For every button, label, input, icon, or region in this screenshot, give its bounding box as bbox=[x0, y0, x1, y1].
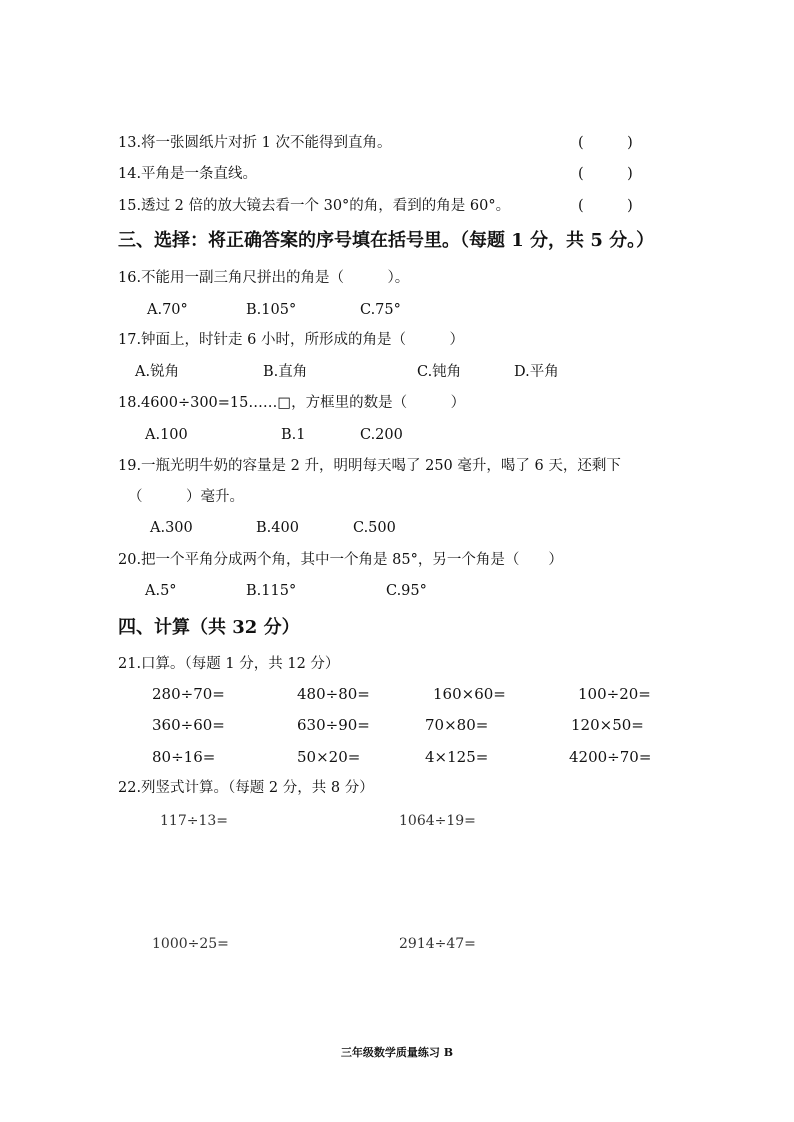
q18-option-c: C.200 bbox=[360, 427, 403, 443]
section-4-heading: 四、计算（共 32 分） bbox=[118, 617, 300, 638]
question-13: 13.将一张圆纸片对折 1 次不能得到直角。 bbox=[118, 135, 392, 151]
question-16: 16.不能用一副三角尺拼出的角是（ ）。 bbox=[118, 270, 410, 286]
q18-option-b: B.1 bbox=[281, 427, 306, 443]
q20-option-c: C.95° bbox=[386, 583, 427, 599]
q17-option-d: D.平角 bbox=[514, 364, 559, 380]
question-20: 20.把一个平角分成两个角，其中一个角是 85°，另一个角是（ ） bbox=[118, 552, 563, 568]
vertical-calc-item: 1064÷19= bbox=[399, 813, 476, 829]
oral-calc-item: 630÷90= bbox=[297, 716, 370, 734]
question-17: 17.钟面上，时针走 6 小时，所形成的角是（ ） bbox=[118, 332, 465, 348]
question-19-cont: （ ）毫升。 bbox=[128, 489, 244, 505]
section-3-heading: 三、选择：将正确答案的序号填在括号里。（每题 1 分，共 5 分。） bbox=[118, 230, 655, 251]
q20-option-b: B.115° bbox=[246, 583, 297, 599]
oral-calc-item: 100÷20= bbox=[578, 685, 651, 703]
page-footer: 三年级数学质量练习 B bbox=[340, 1046, 454, 1059]
q19-option-a: A.300 bbox=[150, 520, 193, 536]
q18-option-a: A.100 bbox=[145, 427, 188, 443]
q19-option-c: C.500 bbox=[353, 520, 396, 536]
oral-calc-item: 160×60= bbox=[433, 685, 506, 703]
question-22-title: 22.列竖式计算。（每题 2 分，共 8 分） bbox=[118, 780, 374, 796]
oral-calc-item: 4200÷70= bbox=[569, 748, 652, 766]
q20-option-a: A.5° bbox=[145, 583, 177, 599]
q17-option-c: C.钝角 bbox=[417, 364, 462, 380]
q16-option-b: B.105° bbox=[246, 302, 297, 318]
oral-calc-item: 120×50= bbox=[571, 716, 644, 734]
vertical-calc-item: 1000÷25= bbox=[152, 936, 229, 952]
q17-option-a: A.锐角 bbox=[135, 364, 180, 380]
answer-paren-13: ( ) bbox=[578, 135, 633, 151]
answer-paren-15: ( ) bbox=[578, 198, 633, 214]
vertical-calc-item: 2914÷47= bbox=[399, 936, 476, 952]
oral-calc-item: 480÷80= bbox=[297, 685, 370, 703]
q19-option-b: B.400 bbox=[256, 520, 299, 536]
question-18: 18.4600÷300=15……□，方框里的数是（ ） bbox=[118, 395, 466, 411]
oral-calc-item: 4×125= bbox=[425, 748, 489, 766]
oral-calc-item: 80÷16= bbox=[152, 748, 216, 766]
question-15: 15.透过 2 倍的放大镜去看一个 30°的角，看到的角是 60°。 bbox=[118, 198, 511, 214]
oral-calc-item: 70×80= bbox=[425, 716, 489, 734]
oral-calc-item: 50×20= bbox=[297, 748, 361, 766]
oral-calc-item: 360÷60= bbox=[152, 716, 225, 734]
answer-paren-14: ( ) bbox=[578, 166, 633, 182]
vertical-calc-item: 117÷13= bbox=[160, 813, 228, 829]
question-19: 19.一瓶光明牛奶的容量是 2 升，明明每天喝了 250 毫升，喝了 6 天，还剩下 bbox=[118, 458, 621, 474]
question-14: 14.平角是一条直线。 bbox=[118, 166, 258, 182]
oral-calc-item: 280÷70= bbox=[152, 685, 225, 703]
q16-option-a: A.70° bbox=[147, 302, 188, 318]
q16-option-c: C.75° bbox=[360, 302, 401, 318]
q17-option-b: B.直角 bbox=[263, 364, 308, 380]
question-21-title: 21.口算。（每题 1 分，共 12 分） bbox=[118, 656, 340, 672]
